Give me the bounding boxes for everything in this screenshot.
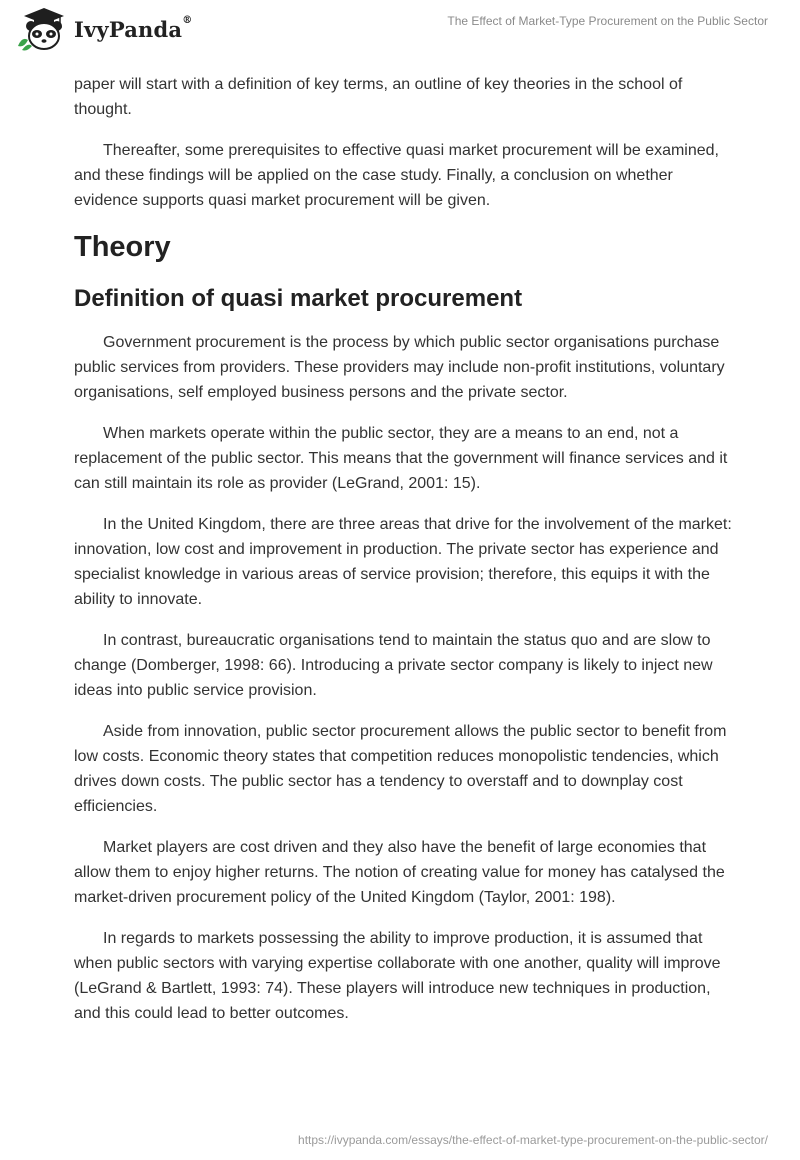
page-header <box>0 0 800 72</box>
subsection-heading: Definition of quasi market procurement <box>74 285 523 312</box>
paragraph: Government procurement is the process by which public sector organisations purchase public services from providers. These providers may include non-profit institutions, voluntary organisations, self employed business persons and the private sector. <box>74 334 725 401</box>
logo-wordmark <box>74 14 193 42</box>
paragraph: In contrast, bureaucratic organisations tend to maintain the status quo and are slow to change (Domberger, 1998: 66). Introducing a private sector company is likely to inject new ideas into public service provision. <box>74 632 713 699</box>
paragraph: Thereafter, some prerequisites to effective quasi market procurement will be examined, and these findings will be applied on the case study. Finally, a conclusion on whether evidence supports quasi market procurement will be given. <box>74 142 719 209</box>
paragraph: When markets operate within the public sector, they are a means to an end, not a replacement of the public sector. This means that the government will finance services and it can still maintain its role as provider (LeGrand, 2001: 15). <box>74 425 728 492</box>
ivypanda-logo[interactable] <box>14 6 192 52</box>
source-url[interactable]: https://ivypanda.com/essays/the-effect-of-market-type-procurement-on-the-public-sector/ <box>298 1133 768 1147</box>
logo-text: IvyPanda <box>74 16 183 42</box>
paragraph: Aside from innovation, public sector procurement allows the public sector to benefit from low costs. Economic theory states that competition reduces monopolistic tendencies, which drives down costs. The public sector has a tendency to overstaff and to downplay cost efficiencies. <box>74 723 727 815</box>
paragraph: In the United Kingdom, there are three areas that drive for the involvement of the market: innovation, low cost and improvement in production. The private sector has experience and specialist knowledge in various areas of service provision; therefore, this equips it with the ability to innovate. <box>74 516 732 608</box>
essay-content <box>74 72 734 1042</box>
section-heading: Theory <box>74 231 171 263</box>
paragraph: In regards to markets possessing the ability to improve production, it is assumed that when public sectors with varying expertise collaborate with one another, quality will improve (LeGrand & Bartlett, 1993: 74). These players will introduce new techniques in production, and this could lead to better outcomes. <box>74 930 721 1022</box>
paragraph: Market players are cost driven and they also have the benefit of large economies that allow them to enjoy higher returns. The notion of creating value for money has catalysed the market-driven procurement policy of the United Kingdom (Taylor, 2001: 198). <box>74 839 725 906</box>
document-title: The Effect of Market-Type Procurement on the Public Sector <box>447 14 768 28</box>
paragraph: paper will start with a definition of key terms, an outline of key theories in the school of thought. <box>74 76 683 118</box>
registered-mark: ® <box>182 14 193 26</box>
panda-graduation-cap-icon <box>14 6 70 52</box>
